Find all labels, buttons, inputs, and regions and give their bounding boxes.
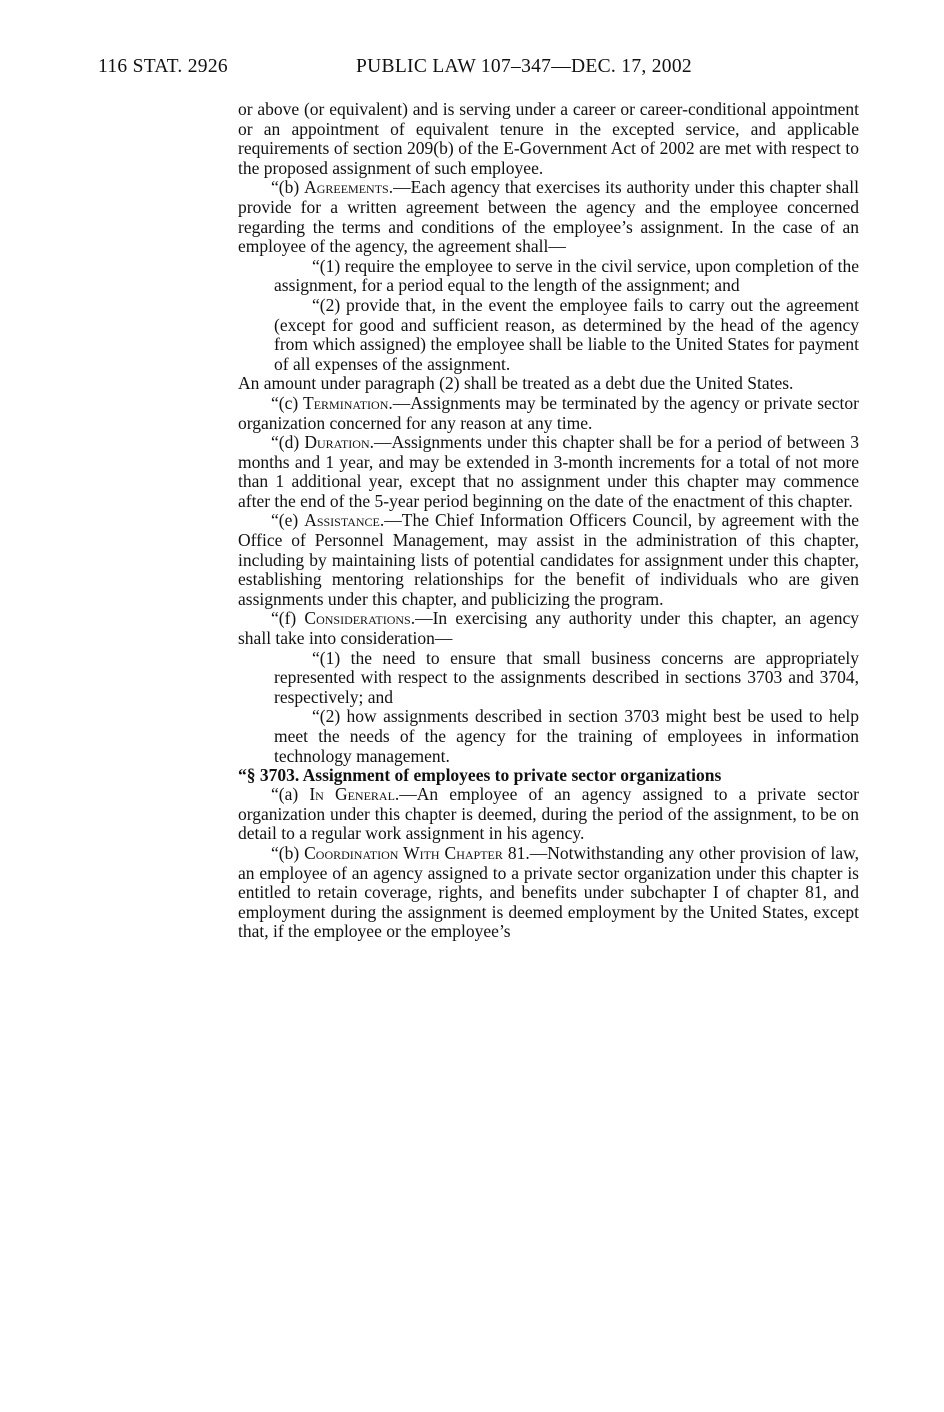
subsection-label: “(c) [271, 392, 304, 413]
subsection-text: .—Notwithstanding any other provision of law, an employee of an agency assigned to a private sector organization under this chapter is entitled to retain coverage, rights, and benefits under subchapter I of chapter 81, and employment during the assignment is deemed employment by the United States, except that, if the employee or the employee’s [238, 842, 859, 942]
page-header [98, 56, 758, 82]
subsection-c [238, 394, 859, 433]
subsection-label: “(f) [271, 608, 305, 629]
subsection-label: “(d) [271, 432, 305, 453]
section-subsection-b [238, 844, 859, 942]
paragraph-continuation: or above (or equivalent) and is serving under a career or career-conditional appointment or an appointment of equivalent tenure in the excepted service, and applicable requirements of section 209(b) of the E-Government Act of 2002 are met with respect to the proposed assignment of such employee. [238, 99, 859, 178]
subsection-e [238, 511, 859, 609]
subsection-text: .—In exercising any authority under this chapter, an agency shall take into consideration— [238, 608, 859, 649]
paragraph-f2: “(2) how assignments described in section 3703 might best be used to help meet the needs of the agency for the training of employees in information technology management. [274, 706, 859, 766]
subsection-b-tail: An amount under paragraph (2) shall be treated as a debt due the United States. [238, 373, 794, 394]
subsection-label: “(b) [271, 177, 305, 198]
paragraph-b1: “(1) require the employee to serve in the civil service, upon completion of the assignment, for a period equal to the length of the assignment; and [274, 255, 859, 296]
subsection-text: .—The Chief Information Officers Council, by agreement with the Office of Personnel Management, may assist in the administration of this chapter, including by maintaining lists of potential candidates for assignment under this chapter, establishing mentoring relationships for the benefit of individuals who are given assignments under this chapter, and publicizing the program. [238, 510, 859, 609]
subsection-heading: Agreements [304, 177, 389, 198]
subsection-heading: Coordination With Chapter 81 [304, 842, 526, 863]
subsection-f [238, 609, 859, 648]
section-subsection-a [238, 785, 859, 844]
section-heading: “§ 3703. Assignment of employees to private sector organizations [238, 765, 722, 786]
document-body [238, 100, 859, 942]
subsection-text: .—Assignments may be terminated by the agency or private sector organization concerned for any reason at any time. [238, 392, 859, 433]
subsection-heading: Duration [304, 432, 370, 453]
subsection-label: “(b) [271, 842, 305, 863]
subsection-label: “(a) [271, 784, 310, 805]
law-title-date: PUBLIC LAW 107–347—DEC. 17, 2002 [356, 56, 692, 77]
subsection-heading: Considerations [304, 608, 411, 629]
subsection-b [238, 178, 859, 256]
paragraph-b2: “(2) provide that, in the event the employee fails to carry out the agreement (except for good and sufficient reason, as determined by the head of the agency from which assigned) the employee shall be liable to the United States for payment of all expenses of the assignment. [274, 294, 859, 374]
subsection-heading: Assistance [304, 510, 380, 531]
subsection-heading: In General [309, 784, 395, 805]
subsection-text: .—An employee of an agency assigned to a private sector organization under this chapter is deemed, during the period of the assignment, to be on detail to a regular work assignment in his agency. [238, 784, 859, 844]
paragraph-f1: “(1) the need to ensure that small business concerns are appropriately represented with respect to the assignments described in sections 3703 and 3704, respectively; and [274, 647, 859, 707]
subsection-heading: Termination [303, 392, 389, 413]
subsection-text: .—Each agency that exercises its authority under this chapter shall provide for a written agreement between the agency and the employee concerned regarding the terms and conditions of the employee’s assignment. In the case of an employee of the agency, the agreement shall— [238, 177, 859, 257]
subsection-text: .—Assignments under this chapter shall be for a period of between 3 months and 1 year, and may be extended in 3-month increments for a total of not more than 1 additional year, except that no assignment under this chapter may commence after the end of the 5-year period beginning on the date of the enactment of this chapter. [238, 432, 859, 511]
subsection-d [238, 433, 859, 511]
statute-page-number: 116 STAT. 2926 [98, 56, 228, 77]
subsection-label: “(e) [271, 510, 305, 531]
